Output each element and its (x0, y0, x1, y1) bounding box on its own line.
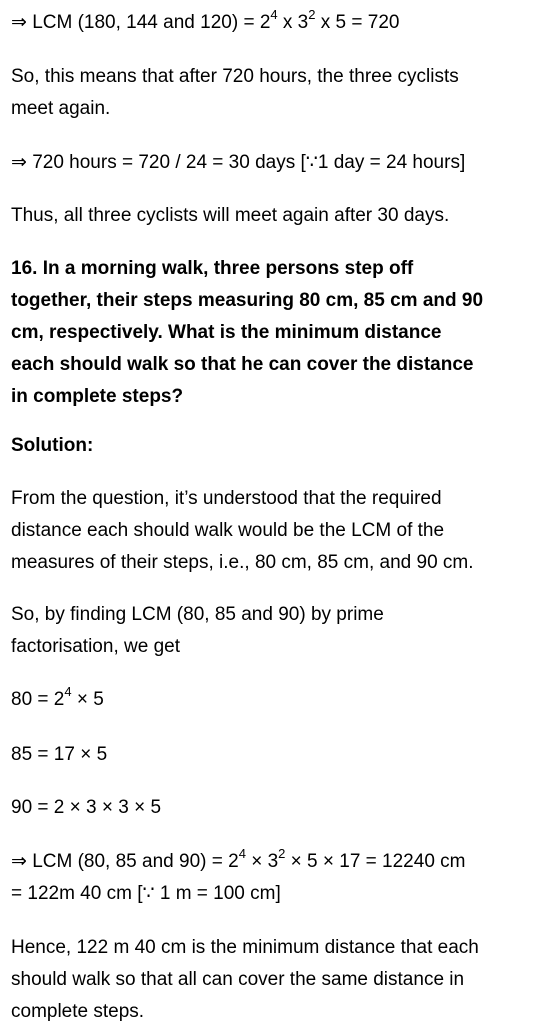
exponent: 4 (238, 846, 246, 861)
lcm-previous-text: x 5 = 720 (315, 12, 400, 33)
lcm-previous-text: ⇒ LCM (180, 144 and 120) = 2 (11, 12, 271, 33)
question-line: 16. In a morning walk, three persons step off (11, 258, 414, 279)
exponent: 2 (308, 7, 316, 22)
factor-85-line: 85 = 17 × 5 (11, 744, 108, 765)
meet-line-2: meet again. (11, 98, 111, 119)
lcm-previous-line (11, 7, 400, 34)
question-line: together, their steps measuring 80 cm, 85 cm and 90 (11, 290, 484, 311)
explanation-line: distance each should walk would be the LCM of the (11, 520, 445, 541)
exponent: 2 (278, 846, 286, 861)
factor-text: × 5 (71, 689, 104, 710)
question-line: cm, respectively. What is the minimum distance (11, 322, 442, 343)
thus-line: Thus, all three cyclists will meet again after 30 days. (11, 205, 450, 226)
finding-line: So, by finding LCM (80, 85 and 90) by prime (11, 604, 384, 625)
factor-text: 80 = 2 (11, 689, 65, 710)
hours-conversion-line: ⇒ 720 hours = 720 / 24 = 30 days [∵1 day = 24 hours] (11, 152, 466, 173)
meters-conversion-line: = 122m 40 cm [∵ 1 m = 100 cm] (11, 883, 281, 904)
lcm-result-line (11, 846, 466, 873)
lcm-result-text: × 3 (245, 851, 279, 872)
conclusion-line: should walk so that all can cover the same distance in (11, 969, 465, 990)
finding-line: factorisation, we get (11, 636, 180, 657)
lcm-result-text: ⇒ LCM (80, 85 and 90) = 2 (11, 851, 239, 872)
question-line: in complete steps? (11, 386, 184, 407)
question-line: each should walk so that he can cover the distance (11, 354, 474, 375)
lcm-result-text: × 5 × 17 = 12240 cm (285, 851, 466, 872)
exponent: 4 (64, 684, 72, 699)
explanation-line: From the question, it’s understood that the required (11, 488, 442, 509)
conclusion-line: Hence, 122 m 40 cm is the minimum distance that each (11, 937, 479, 958)
meet-line-1: So, this means that after 720 hours, the three cyclists (11, 66, 459, 87)
exponent: 4 (270, 7, 278, 22)
explanation-line: measures of their steps, i.e., 80 cm, 85 cm, and 90 cm. (11, 552, 474, 573)
factor-80-line (11, 684, 104, 711)
conclusion-line: complete steps. (11, 1001, 145, 1022)
solution-heading: Solution: (11, 435, 94, 456)
factor-90-line: 90 = 2 × 3 × 3 × 5 (11, 797, 162, 818)
lcm-previous-text: x 3 (277, 12, 309, 33)
